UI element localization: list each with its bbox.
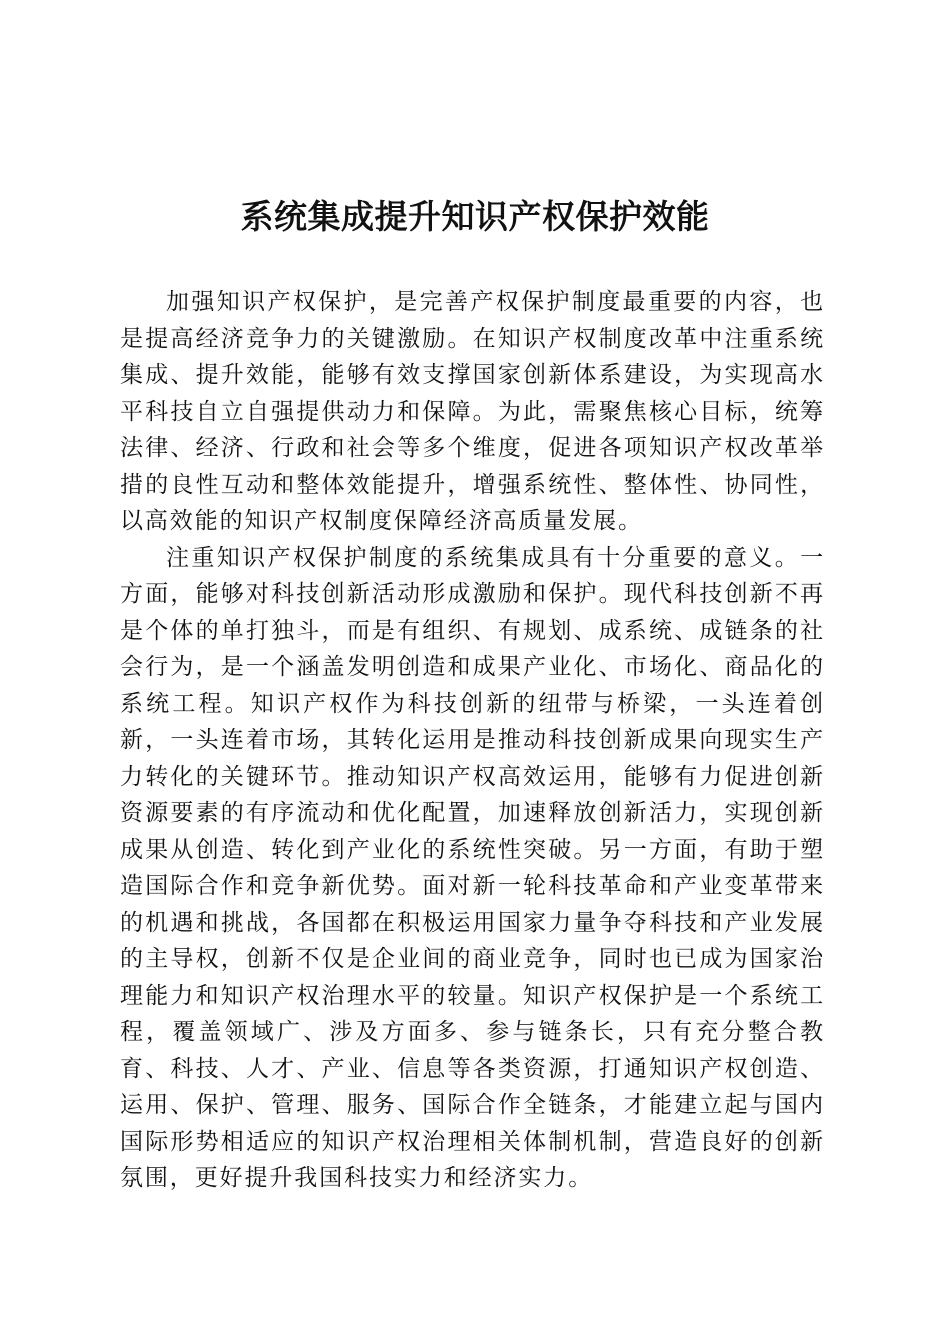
paragraph-2: 注重知识产权保护制度的系统集成具有十分重要的意义。一方面，能够对科技创新活动形成激励和保护。现代科技创新不再是个体的单打独斗，而是有组织、有规划、成系统、成链条的社会行为，是一个涵盖发明创造和成果产业化、市场化、商品化的系统工程。知识产权作为科技创新的纽带与桥梁，一头连着创新，一头连着市场，其转化运用是推动科技创新成果向现实生产力转化的关键环节。推动知识产权高效运用，能够有力促进创新资源要素的有序流动和优化配置，加速释放创新活力，实现创新成果从创造、转化到产业化的系统性突破。另一方面，有助于塑造国际合作和竞争新优势。面对新一轮科技革命和产业变革带来的机遇和挑战，各国都在积极运用国家力量争夺科技和产业发展的主导权，创新不仅是企业间的商业竞争，同时也已成为国家治理能力和知识产权治理水平的较量。知识产权保护是一个系统工程，覆盖领域广、涉及方面多、参与链条长，只有充分整合教育、科技、人才、产业、信息等各类资源，打通知识产权创造、运用、保护、管理、服务、国际合作全链条，才能建立起与国内国际形势相适应的知识产权治理相关体制机制，营造良好的创新氛围，更好提升我国科技实力和经济实力。 <box>120 544 825 1191</box>
document-title: 系统集成提升知识产权保护效能 <box>240 197 710 236</box>
paragraph-1: 加强知识产权保护，是完善产权保护制度最重要的内容，也是提高经济竞争力的关键激励。在知识产权制度改革中注重系统集成、提升效能，能够有效支撑国家创新体系建设，为实现高水平科技自立自强提供动力和保障。为此，需聚焦核心目标，统筹法律、经济、行政和社会等多个维度，促进各项知识产权改革举措的良性互动和整体效能提升，增强系统性、整体性、协同性，以高效能的知识产权制度保障经济高质量发展。 <box>120 289 825 534</box>
document-body <box>120 284 825 1197</box>
